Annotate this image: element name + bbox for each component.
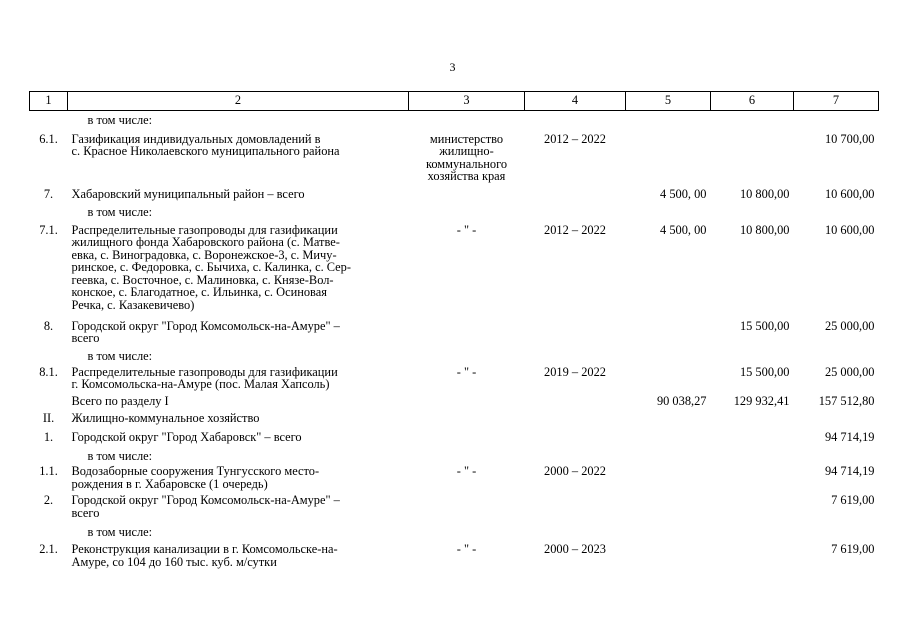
row-period <box>525 393 626 410</box>
column-header-1: 1 <box>30 92 68 111</box>
row-period <box>525 203 626 221</box>
row-executor <box>409 393 525 410</box>
row-value-col7 <box>794 523 879 540</box>
row-value-col6: 15 500,00 <box>739 318 790 333</box>
row-value-col7: 10 700,00 <box>824 131 875 146</box>
row-period <box>525 491 626 523</box>
row-number: 2. <box>43 493 54 507</box>
row-period: 2012 – 2022 <box>544 131 606 146</box>
row-description: в том числе: <box>87 348 153 363</box>
row-value-col6 <box>711 410 794 428</box>
row-value-col7 <box>794 111 879 128</box>
row-number <box>30 447 68 463</box>
row-description: Водозаборные сооружения Тунгусского место- рождения в г. Хабаровске (1 очередь) <box>71 464 320 491</box>
row-period: 2000 – 2022 <box>544 464 606 478</box>
page-number: 3 <box>449 60 456 74</box>
row-description: Всего по разделу I <box>71 393 169 408</box>
row-value-col5: 90 038,27 <box>656 393 707 408</box>
row-value-col7: 10 600,00 <box>824 186 875 201</box>
row-value-col5 <box>626 128 711 185</box>
row-executor <box>409 410 525 428</box>
row-value-col5 <box>626 363 711 393</box>
row-description: Распределительные газопроводы для газификации г. Комсомольска-на-Амуре (пос. Малая Хапсоль) <box>71 364 338 391</box>
row-description: Хабаровский муниципальный район – всего <box>71 186 305 201</box>
row-period <box>525 185 626 203</box>
row-executor <box>409 185 525 203</box>
column-header-7: 7 <box>794 92 879 111</box>
row-number: 8.1. <box>39 364 58 379</box>
column-header-3: 3 <box>409 92 525 111</box>
row-value-col5 <box>626 317 711 347</box>
row-number: 2.1. <box>39 542 58 556</box>
table-row <box>30 462 879 491</box>
row-number: II. <box>42 410 55 425</box>
row-description: в том числе: <box>87 204 153 219</box>
subheading-row <box>30 347 879 363</box>
row-value-col5 <box>626 428 711 447</box>
row-number: 7.1. <box>39 222 58 237</box>
row-value-col6: 10 800,00 <box>739 222 790 237</box>
row-description: в том числе: <box>87 448 153 463</box>
row-value-col5 <box>626 111 711 128</box>
table-row <box>30 428 879 447</box>
table-row <box>30 221 879 317</box>
row-value-col6 <box>711 347 794 363</box>
row-value-col5: 4 500, 00 <box>660 222 707 237</box>
row-value-col5 <box>626 347 711 363</box>
row-description: Газификация индивидуальных домовладений в с. Красное Николаевского муниципального района <box>71 131 340 158</box>
subheading-row <box>30 203 879 221</box>
row-period <box>525 410 626 428</box>
row-value-col5 <box>626 462 711 491</box>
table-row <box>30 393 879 410</box>
row-period: 2000 – 2023 <box>544 542 606 556</box>
subheading-row <box>30 111 879 128</box>
document-table <box>29 91 879 570</box>
row-executor <box>409 523 525 540</box>
row-executor <box>409 347 525 363</box>
row-period <box>525 347 626 363</box>
table-body <box>30 111 879 571</box>
row-value-col6: 10 800,00 <box>739 186 790 201</box>
table-row <box>30 185 879 203</box>
row-value-col5 <box>626 540 711 570</box>
row-number: 1. <box>43 429 54 444</box>
row-period: 2012 – 2022 <box>544 222 606 237</box>
row-description: в том числе: <box>87 113 153 127</box>
row-period <box>525 111 626 128</box>
row-value-col6 <box>711 523 794 540</box>
row-number <box>30 393 68 410</box>
row-description: Распределительные газопроводы для газификации жилищного фонда Хабаровского района (с. Матве- евка, с. Виноградовка, с. Воронежское-3, с. Мичу- ринское, с. Федоровка, с. Бычиха, с. Калинка, с. Сер- геевка, с. Восточное, с. Малиновка, с. Князе-Вол- конское, с. Благодатное, с. Ильинка, с. Осиновая Речка, с. Казакевичево) <box>71 222 352 312</box>
row-value-col6 <box>711 540 794 570</box>
row-description: Реконструкция канализации в г. Комсомольске-на- Амуре, со 104 до 160 тыс. куб. м/сутки <box>71 542 338 569</box>
row-executor <box>409 491 525 523</box>
row-period <box>525 447 626 463</box>
row-value-col6 <box>711 428 794 447</box>
row-value-col7 <box>794 347 879 363</box>
row-value-col6 <box>711 203 794 221</box>
table-row <box>30 128 879 185</box>
row-number <box>30 347 68 363</box>
row-executor <box>409 111 525 128</box>
table-row <box>30 540 879 570</box>
row-executor: министерство жилищно- коммунального хозяйства края <box>425 131 508 183</box>
table-row <box>30 410 879 428</box>
row-executor <box>409 447 525 463</box>
table-header <box>30 92 879 111</box>
row-value-col6 <box>711 491 794 523</box>
row-description: Городской округ "Город Комсомольск-на-Амуре" – всего <box>71 493 340 520</box>
row-description: Жилищно-коммунальное хозяйство <box>71 410 260 425</box>
row-number: 8. <box>43 318 54 333</box>
row-value-col5 <box>626 491 711 523</box>
row-value-col6 <box>711 447 794 463</box>
row-value-col5 <box>626 203 711 221</box>
row-value-col7: 94 714,19 <box>824 429 875 444</box>
row-number <box>30 523 68 540</box>
row-description: Городской округ "Город Хабаровск" – всего <box>71 429 302 444</box>
row-value-col7 <box>794 410 879 428</box>
row-value-col6 <box>711 111 794 128</box>
row-value-col7: 94 714,19 <box>824 464 875 478</box>
table-row <box>30 317 879 347</box>
row-value-col5 <box>626 523 711 540</box>
row-executor: - " - <box>456 542 477 556</box>
row-description: в том числе: <box>87 525 153 539</box>
row-value-col7: 7 619,00 <box>831 493 875 507</box>
row-value-col7 <box>794 203 879 221</box>
row-period <box>525 523 626 540</box>
column-header-6: 6 <box>711 92 794 111</box>
row-executor <box>409 428 525 447</box>
row-executor <box>409 203 525 221</box>
row-period: 2019 – 2022 <box>544 364 606 379</box>
row-value-col6: 15 500,00 <box>739 364 790 379</box>
row-value-col5: 4 500, 00 <box>660 186 707 201</box>
column-header-4: 4 <box>525 92 626 111</box>
row-value-col7: 7 619,00 <box>831 542 875 556</box>
row-period <box>525 317 626 347</box>
row-value-col6: 129 932,41 <box>733 393 790 408</box>
row-number: 6.1. <box>39 131 58 146</box>
row-number: 7. <box>43 186 54 201</box>
row-period <box>525 428 626 447</box>
row-value-col6 <box>711 128 794 185</box>
subheading-row <box>30 447 879 463</box>
table-row <box>30 363 879 393</box>
row-value-col7: 10 600,00 <box>824 222 875 237</box>
row-executor: - " - <box>456 222 477 237</box>
row-value-col7 <box>794 447 879 463</box>
row-executor: - " - <box>456 364 477 379</box>
column-header-2: 2 <box>68 92 409 111</box>
row-number <box>30 111 68 128</box>
row-executor <box>409 317 525 347</box>
row-value-col7: 157 512,80 <box>818 393 875 408</box>
subheading-row <box>30 523 879 540</box>
row-value-col5 <box>626 447 711 463</box>
row-value-col6 <box>711 462 794 491</box>
header-row <box>30 92 879 111</box>
row-value-col5 <box>626 410 711 428</box>
row-value-col7: 25 000,00 <box>824 364 875 379</box>
row-executor: - " - <box>456 464 477 478</box>
row-number: 1.1. <box>39 464 58 478</box>
table-row <box>30 491 879 523</box>
column-header-5: 5 <box>626 92 711 111</box>
row-number <box>30 203 68 221</box>
row-description: Городской округ "Город Комсомольск-на-Амуре" – всего <box>71 318 340 345</box>
row-value-col7: 25 000,00 <box>824 318 875 333</box>
